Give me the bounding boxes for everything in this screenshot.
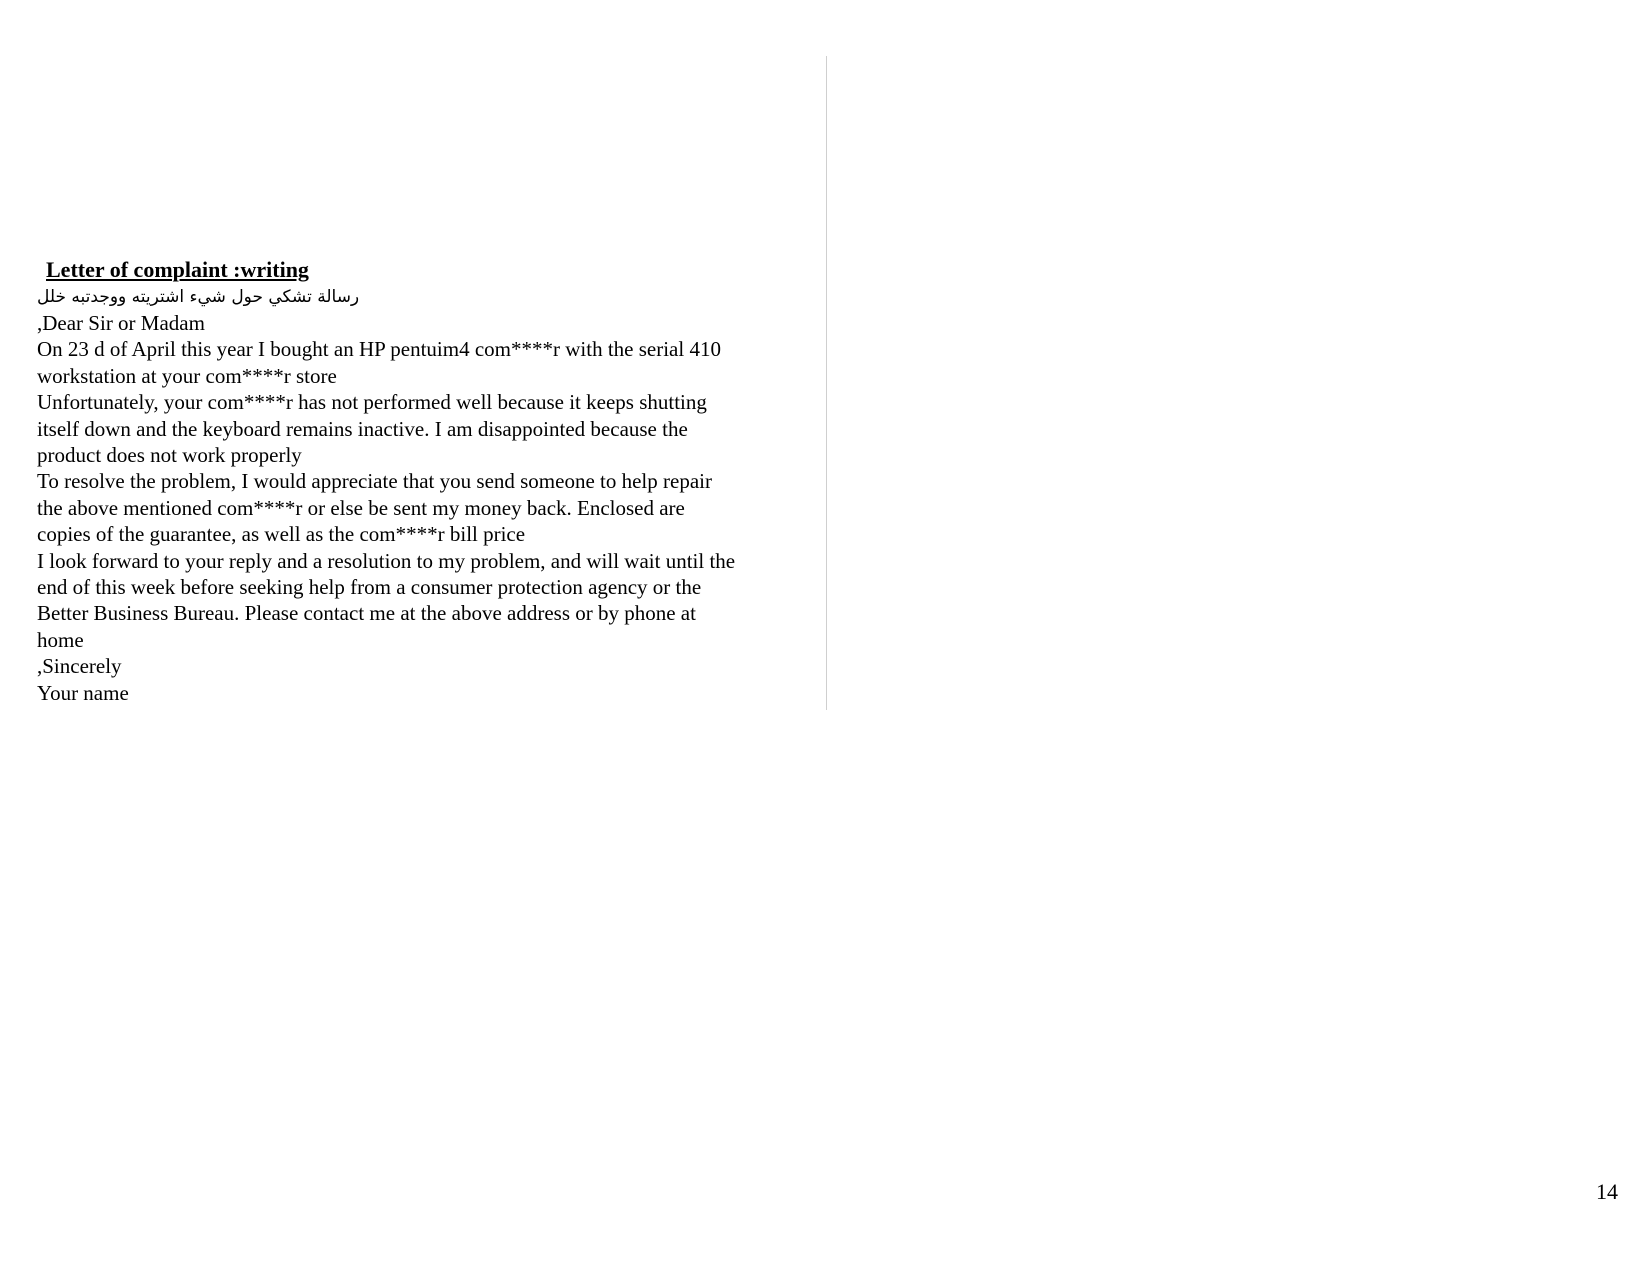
paragraph-line: product does not work properly	[37, 443, 302, 468]
letter-salutation: ,Dear Sir or Madam	[37, 311, 205, 335]
paragraph-line: end of this week before seeking help from a consumer protection agency or the	[37, 575, 702, 600]
paragraph-line: copies of the guarantee, as well as the com****r bill price	[37, 522, 526, 547]
paragraph-line: itself down and the keyboard remains inactive. I am disappointed because the	[37, 416, 688, 441]
letter-closing: ,Sincerely	[37, 654, 122, 679]
arabic-subtitle: رسالة تشكي حول شيء اشتريته ووجدتبه خلل	[37, 287, 360, 307]
paragraph-line: the above mentioned com****r or else be sent my money back. Enclosed are	[37, 495, 685, 520]
page-number: 14	[1596, 1179, 1618, 1204]
paragraph-line: home	[37, 627, 84, 652]
paragraph-line: workstation at your com****r store	[37, 363, 337, 388]
letter-paragraph-1	[37, 336, 817, 389]
letter-block	[37, 256, 817, 706]
paragraph-line: I look forward to your reply and a resolution to my problem, and will wait until the	[37, 548, 736, 573]
letter-paragraph-2	[37, 389, 817, 468]
paragraph-line: To resolve the problem, I would appreciate that you send someone to help repair	[37, 469, 712, 494]
letter-paragraph-3	[37, 468, 817, 547]
paragraph-line: Unfortunately, your com****r has not performed well because it keeps shutting	[37, 390, 707, 415]
paragraph-line: On 23 d of April this year I bought an HP pentuim4 com****r with the serial 410	[37, 337, 721, 362]
column-divider	[826, 56, 827, 710]
letter-signature: Your name	[37, 680, 129, 705]
letter-paragraph-4	[37, 548, 817, 654]
paragraph-line: Better Business Bureau. Please contact me at the above address or by phone at	[37, 601, 696, 626]
letter-title: Letter of complaint :writing	[46, 257, 309, 282]
